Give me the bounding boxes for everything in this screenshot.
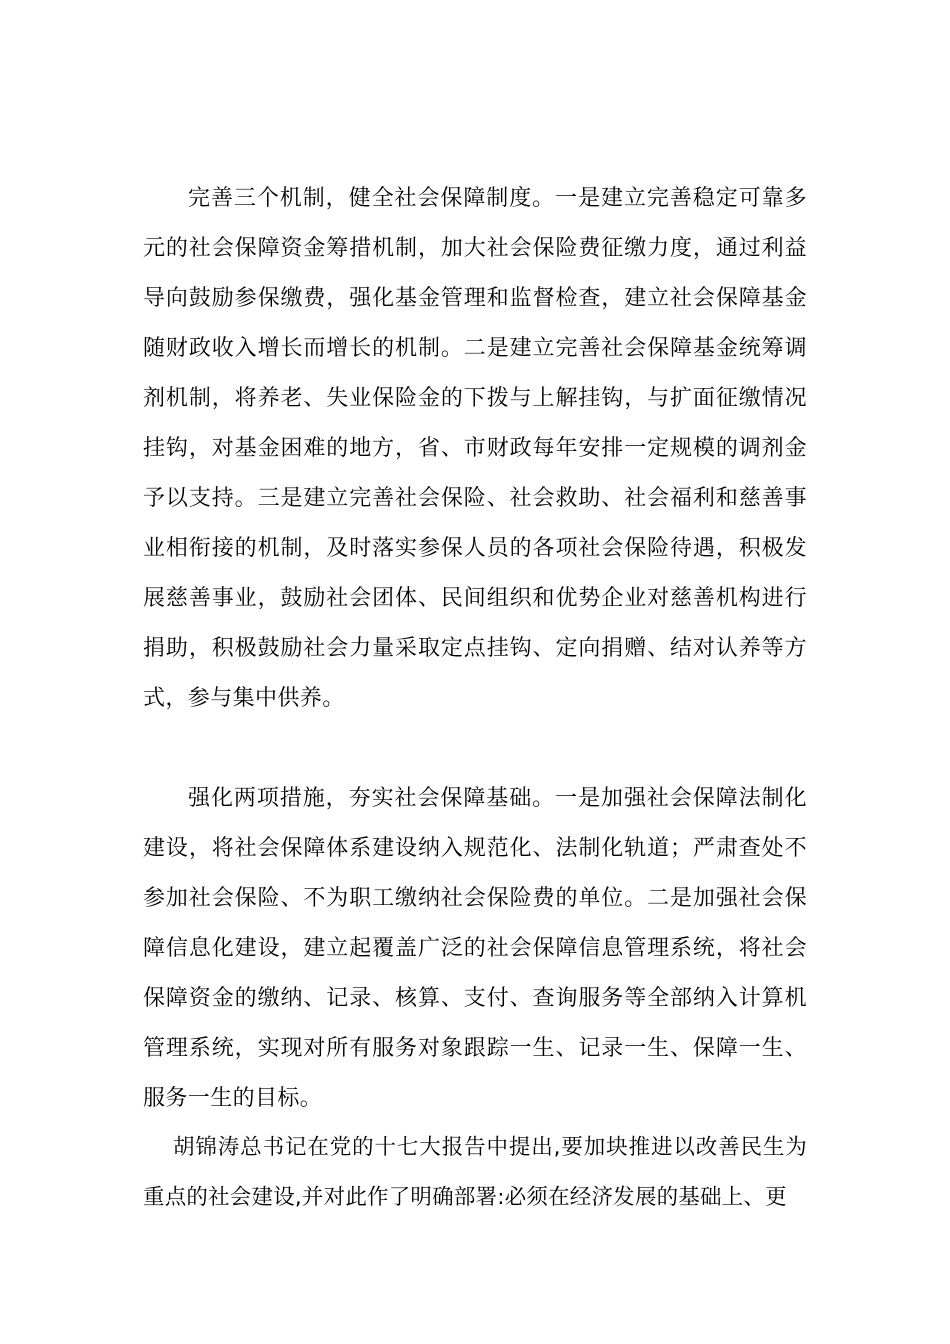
paragraph-social-security-measures: 强化两项措施，夯实社会保障基础。一是加强社会保障法制化建设，将社会保障体系建设纳入规范化、法制化轨道；严肃查处不参加社会保险、不为职工缴纳社会保险费的单位。二是加强社会保障信息化建设，建立起覆盖广泛的社会保障信息管理系统，将社会保障资金的缴纳、记录、核算、支付、查询服务等全部纳入计算机管理系统，实现对所有服务对象跟踪一生、记录一生、保障一生、服务一生的目标。 [143,786,807,1111]
paragraph-social-security-mechanisms: 完善三个机制，健全社会保障制度。一是建立完善稳定可靠多元的社会保障资金筹措机制，加大社会保险费征缴力度，通过利益导向鼓励参保缴费，强化基金管理和监督检查，建立社会保障基金随财政收入增长而增长的机制。二是建立完善社会保障基金统筹调剂机制，将养老、失业保险金的下拨与上解挂钩，与扩面征缴情况挂钩，对基金困难的地方，省、市财政每年安排一定规模的调剂金予以支持。三是建立完善社会保险、社会救助、社会福利和慈善事业相衔接的机制，及时落实参保人员的各项社会保险待遇，积极发展慈善事业，鼓励社会团体、民间组织和优势企业对慈善机构进行捐助，积极鼓励社会力量采取定点挂钩、定向捐赠、结对认养等方式，参与集中供养。 [143,186,807,711]
paragraph-seventeenth-congress-report: 胡锦涛总书记在党的十七大报告中提出,要加块推进以改善民生为重点的社会建设,并对此作了明确部署:必须在经济发展的基础上、更 [143,1135,807,1210]
